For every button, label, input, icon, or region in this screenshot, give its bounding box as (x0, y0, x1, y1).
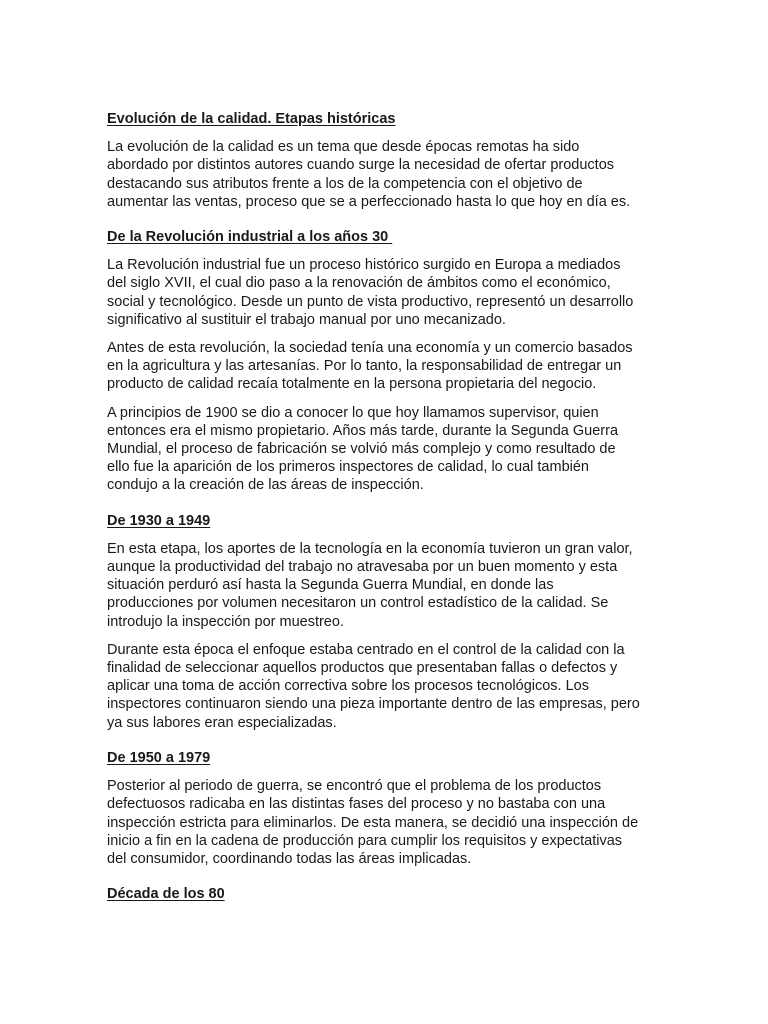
document-page (107, 110, 667, 903)
text-line: condujo a la creación de las áreas de inspección. (107, 477, 424, 494)
text-line: defectuosos radicaba en las distintas fases del proceso y no bastaba con una (107, 796, 606, 813)
text-line: ya sus labores eran especializadas. (107, 714, 337, 731)
text-line: introdujo la inspección por muestreo. (107, 613, 344, 630)
text-line: En esta etapa, los aportes de la tecnología en la economía tuvieron un gran valor, (107, 540, 633, 557)
text-line: Mundial, el proceso de fabricación se volvió más complejo y como resultado de (107, 441, 616, 458)
text-line: abordado por distintos autores cuando surge la necesidad de ofertar productos (107, 157, 615, 174)
text-line: producciones por volumen necesitaron un control estadístico de la calidad. Se (107, 595, 609, 612)
text-line: producto de calidad recaía totalmente en la persona propietaria del negocio. (107, 376, 597, 393)
section-heading: De 1950 a 1979 (107, 749, 211, 766)
section-heading: De la Revolución industrial a los años 30 (107, 229, 393, 246)
text-line: aunque la productividad del trabajo no atravesaba por un buen momento y esta (107, 559, 618, 576)
text-line: Antes de esta revolución, la sociedad tenía una economía y un comercio basados (107, 340, 633, 357)
text-line: La Revolución industrial fue un proceso histórico surgido en Europa a mediados (107, 257, 621, 274)
text-line: del siglo XVII, el cual dio paso a la renovación de ámbitos como el económico, (107, 275, 611, 292)
text-line: aplicar una toma de acción correctiva sobre los procesos tecnológicos. Los (107, 678, 589, 695)
text-line: finalidad de seleccionar aquellos productos que presentaban fallas o defectos y (107, 660, 618, 677)
document-title: Evolución de la calidad. Etapas históricas (107, 111, 396, 127)
text-line: Posterior al periodo de guerra, se encontró que el problema de los productos (107, 778, 602, 795)
text-line: La evolución de la calidad es un tema que desde épocas remotas ha sido (107, 139, 580, 156)
section-paragraph (107, 256, 667, 329)
intro-paragraph (107, 138, 667, 211)
section-heading: De 1930 a 1949 (107, 512, 211, 529)
text-line: inicio a fin en la cadena de producción para cumplir los requisitos y expectativas (107, 832, 623, 849)
text-line: social y tecnológico. Desde un punto de vista productivo, representó un desarrollo (107, 293, 634, 310)
text-line: en la agricultura y las artesanías. Por lo tanto, la responsabilidad de entregar un (107, 358, 622, 375)
section-paragraph (107, 339, 667, 394)
section-paragraph (107, 641, 667, 732)
text-line: significativo al sustituir el trabajo manual por uno mecanizado. (107, 311, 506, 328)
text-line: destacando sus atributos frente a los de la competencia con el objetivo de (107, 175, 583, 192)
text-line: ello fue la aparición de los primeros inspectores de calidad, lo cual también (107, 459, 589, 476)
text-line: del consumidor, coordinando todas las áreas implicadas. (107, 850, 472, 867)
section-heading: Década de los 80 (107, 886, 225, 903)
text-line: entonces era el mismo propietario. Años más tarde, durante la Segunda Guerra (107, 422, 619, 439)
text-line: inspección estricta para eliminarlos. De esta manera, se decidió una inspección de (107, 814, 639, 831)
text-line: aumentar las ventas, proceso que se a perfeccionado hasta lo que hoy en día es. (107, 193, 631, 210)
section-paragraph (107, 540, 667, 631)
text-line: inspectores continuaron siendo una pieza importante dentro de las empresas, pero (107, 696, 640, 713)
section-paragraph (107, 404, 667, 495)
text-line: situación perduró así hasta la Segunda Guerra Mundial, en donde las (107, 577, 554, 594)
text-line: A principios de 1900 se dio a conocer lo que hoy llamamos supervisor, quien (107, 404, 599, 421)
section-paragraph (107, 777, 667, 868)
text-line: Durante esta época el enfoque estaba centrado en el control de la calidad con la (107, 641, 625, 658)
